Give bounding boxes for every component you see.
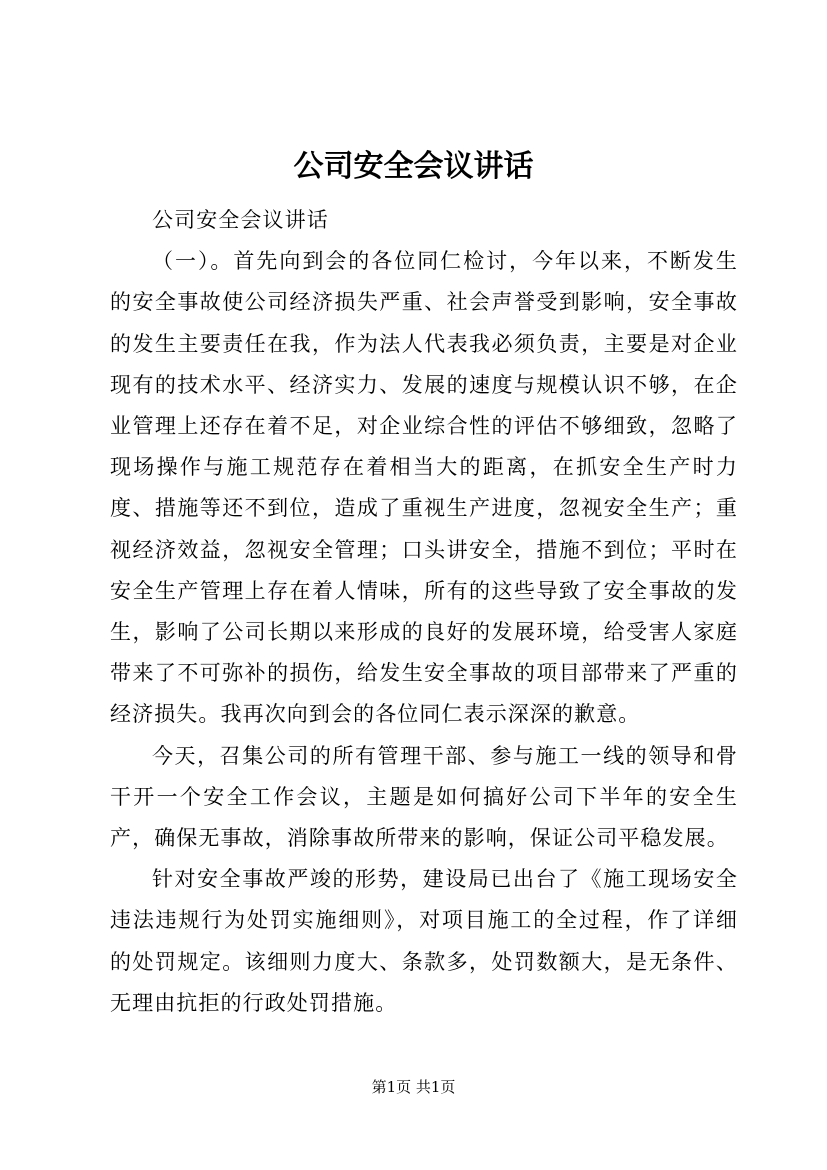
paragraph: 针对安全事故严竣的形势，建设局已出台了《施工现场安全违法违规行为处罚实施细则》，对项目施工的全过程，作了详细的处罚规定。该细则力度大、条款多，处罚数额大，是无条件、无理由抗拒的行政处罚措施。 [110,867,738,1015]
paragraph-subtitle: 公司安全会议讲话 [152,208,329,232]
document-title: 公司安全会议讲话 [293,149,534,184]
paragraph: （一）。首先向到会的各位同仁检讨，今年以来，不断发生的安全事故使公司经济损失严重、社会声誉受到影响，安全事故的发生主要责任在我，作为法人代表我必须负责，主要是对企业现有的技术水平、经济实力、发展的速度与规模认识不够，在企业管理上还存在着不足，对企业综合性的评估不够细致，忽略了现场操作与施工规范存在着相当大的距离，在抓安全生产时力度、措施等还不到位，造成了重视生产进度，忽视安全生产；重视经济效益，忽视安全管理；口头讲安全，措施不到位；平时在安全生产管理上存在着人情味，所有的这些导致了安全事故的发生，影响了公司长期以来形成的良好的发展环境，给受害人家庭带来了不可弥补的损伤，给发生安全事故的项目部带来了严重的经济损失。我再次向到会的各位同仁表示深深的歉意。 [110,249,738,727]
document-body [110,200,738,1024]
page-footer: 第1页 共1页 [371,1078,456,1096]
paragraph: 今天，召集公司的所有管理干部、参与施工一线的领导和骨干开一个安全工作会议，主题是如何搞好公司下半年的安全生产，确保无事故，消除事故所带来的影响，保证公司平稳发展。 [110,743,738,851]
